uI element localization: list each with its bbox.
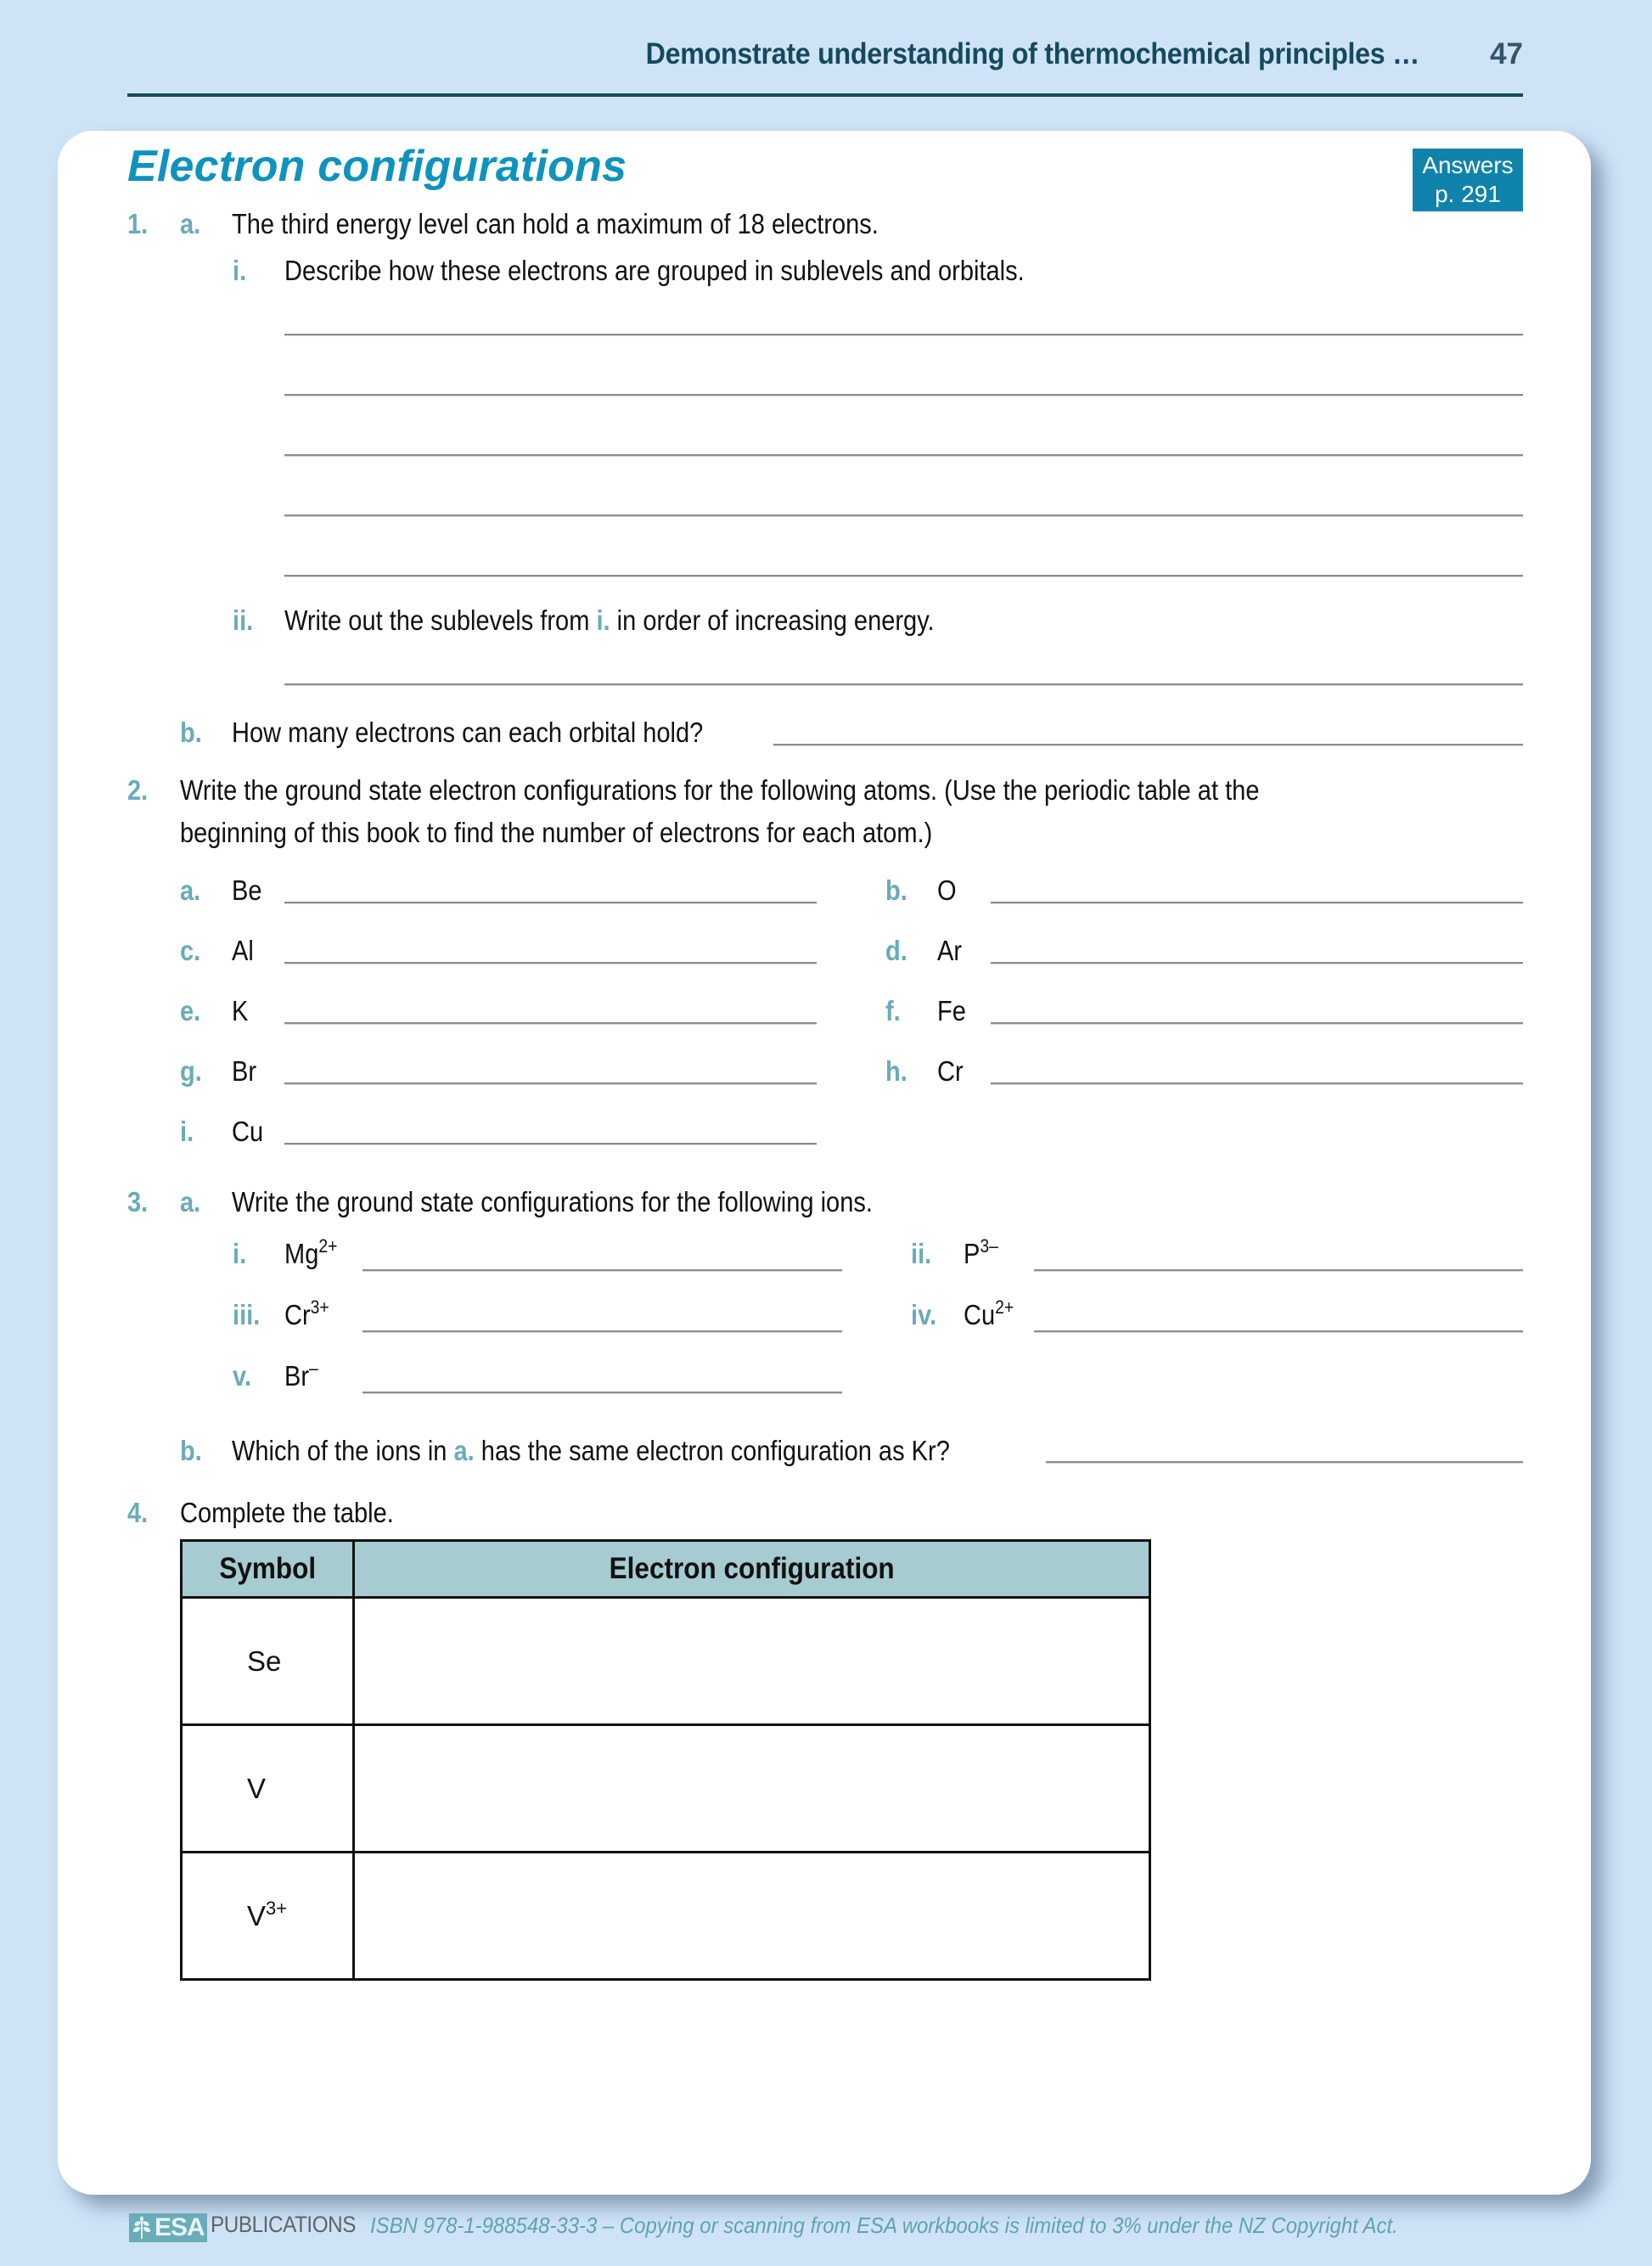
table-header-configuration	[354, 1541, 1150, 1598]
section-title: Electron configurations	[127, 142, 627, 191]
q2-item-label: h.	[885, 1055, 907, 1087]
q3a-ion	[284, 1360, 318, 1392]
q2-item-symbol: Fe	[937, 995, 966, 1026]
table-header-row	[182, 1541, 1150, 1598]
ion-charge: 2+	[995, 1296, 1014, 1318]
q2-answer-line[interactable]	[284, 1022, 817, 1025]
table-body	[182, 1598, 1150, 1980]
ion-symbol: Br	[284, 1360, 310, 1392]
q1a-label: a.	[180, 208, 201, 239]
configuration-answer-cell[interactable]	[354, 1725, 1150, 1853]
q2-item-symbol: Cr	[937, 1055, 964, 1087]
electron-configuration-table	[180, 1539, 1151, 1981]
q3a-ion	[284, 1235, 338, 1270]
symbol-cell	[182, 1598, 354, 1725]
esa-logo	[129, 2213, 207, 2242]
q1aii-label: ii.	[233, 604, 254, 636]
q2-item-label: e.	[180, 995, 201, 1026]
q3b-label: b.	[180, 1435, 202, 1466]
q4-text: Complete the table.	[180, 1497, 394, 1528]
q2-item-label: f.	[885, 995, 901, 1026]
q2-answer-line[interactable]	[991, 902, 1523, 904]
q2-answer-line[interactable]	[991, 1082, 1523, 1085]
q2-item-symbol: Br	[232, 1055, 257, 1087]
ion-charge: 2+	[318, 1235, 338, 1257]
symbol-charge: 3+	[266, 1897, 288, 1919]
q3a-answer-line[interactable]	[362, 1269, 842, 1272]
header-configuration-text: Electron configuration	[609, 1552, 895, 1585]
q3a-ion	[964, 1235, 998, 1270]
q3a-text: Write the ground state configurations for the following ions.	[232, 1186, 873, 1217]
question-1-number: 1.	[127, 208, 149, 239]
symbol-cell	[182, 1853, 354, 1980]
q2-item-label: i.	[180, 1116, 194, 1147]
answers-page: p. 291	[1435, 181, 1501, 207]
q3a-item-label: v.	[233, 1360, 252, 1392]
q1aii-text-after: in order of increasing energy.	[610, 604, 935, 636]
answer-line-q1b[interactable]	[773, 744, 1523, 746]
q3a-ion	[284, 1296, 329, 1331]
q1aii-text-before: Write out the sublevels from	[284, 604, 597, 636]
answers-reference-badge[interactable]	[1413, 149, 1523, 211]
q2-item-symbol: Cu	[232, 1116, 264, 1147]
answer-line-q1ai-2[interactable]	[284, 394, 1523, 396]
q3a-answer-line[interactable]	[362, 1392, 842, 1394]
q2-item-symbol: Ar	[937, 935, 963, 966]
table-header-symbol	[182, 1541, 354, 1598]
q3a-label: a.	[180, 1186, 201, 1217]
q2-item-symbol: Al	[232, 935, 254, 966]
q3b-ref: a.	[453, 1435, 475, 1466]
q2-item-label: a.	[180, 874, 201, 906]
q3a-item-label: ii.	[911, 1238, 932, 1269]
q2-text-line2: beginning of this book to find the number of electrons for each atom.)	[180, 817, 933, 848]
q2-answer-line[interactable]	[284, 1143, 817, 1145]
q2-item-symbol: K	[232, 995, 249, 1026]
q2-item-symbol: O	[937, 874, 957, 906]
ion-symbol: Cr	[284, 1299, 311, 1330]
answer-line-q1ai-1[interactable]	[284, 334, 1523, 336]
symbol-cell	[182, 1725, 354, 1853]
running-header-title: Demonstrate understanding of thermochemical principles …	[645, 37, 1419, 70]
q3a-item-label: i.	[233, 1238, 247, 1269]
q1aii-ref: i.	[596, 604, 610, 636]
q3a-answer-line[interactable]	[362, 1330, 842, 1333]
table-row	[182, 1598, 1150, 1725]
configuration-answer-cell[interactable]	[354, 1853, 1150, 1980]
q1ai-label: i.	[233, 255, 247, 286]
q1ai-text: Describe how these electrons are grouped in sublevels and orbitals.	[284, 255, 1025, 286]
symbol-text: Se	[247, 1645, 282, 1677]
table-row	[182, 1725, 1150, 1853]
q2-item-symbol: Be	[232, 874, 262, 906]
q1b-label: b.	[180, 717, 202, 748]
q3a-answer-line[interactable]	[1034, 1330, 1523, 1333]
answer-line-q3b[interactable]	[1046, 1461, 1523, 1464]
symbol-text: V	[247, 1772, 267, 1804]
question-2-number: 2.	[127, 774, 149, 806]
q2-item-label: c.	[180, 935, 201, 966]
answer-line-q1ai-3[interactable]	[284, 454, 1523, 457]
ion-charge: –	[309, 1358, 318, 1379]
q3a-answer-line[interactable]	[1034, 1269, 1523, 1272]
page-number: 47	[1490, 37, 1523, 70]
symbol-text: V	[247, 1899, 267, 1931]
q1a-text: The third energy level can hold a maximum of 18 electrons.	[232, 208, 879, 239]
q3a-ion	[964, 1296, 1014, 1331]
q1b-text: How many electrons can each orbital hold?	[232, 717, 704, 748]
header-symbol-text: Symbol	[219, 1552, 316, 1585]
q2-item-label: b.	[885, 874, 907, 906]
header-rule	[127, 93, 1523, 97]
ion-symbol: Mg	[284, 1238, 319, 1269]
q3b-text-after: has the same electron configuration as Kr?	[474, 1435, 950, 1466]
q2-item-label: g.	[180, 1055, 202, 1087]
table-row	[182, 1853, 1150, 1980]
leaf-logo-icon	[132, 2216, 151, 2240]
q2-answer-line[interactable]	[284, 962, 817, 964]
q2-answer-line[interactable]	[991, 962, 1523, 964]
answers-label: Answers	[1422, 152, 1514, 178]
ion-symbol: Cu	[964, 1299, 996, 1330]
ion-charge: 3+	[310, 1296, 329, 1318]
q3a-item-label: iv.	[911, 1299, 937, 1330]
esa-logo-text: ESA	[155, 2213, 205, 2241]
answer-line-q1ai-5[interactable]	[284, 575, 1523, 577]
q1aii-text	[284, 604, 935, 637]
q2-answer-line[interactable]	[284, 902, 817, 904]
q2-answer-line[interactable]	[991, 1022, 1523, 1025]
ion-symbol: P	[964, 1238, 981, 1269]
configuration-answer-cell[interactable]	[354, 1598, 1150, 1725]
publisher-name: PUBLICATIONS	[211, 2212, 357, 2237]
answer-line-q1ai-4[interactable]	[284, 514, 1523, 517]
q3a-item-label: iii.	[233, 1299, 261, 1330]
q2-item-label: d.	[885, 935, 907, 966]
question-4-number: 4.	[127, 1497, 149, 1528]
q2-text-line1: Write the ground state electron configurations for the following atoms. (Use the periodic table at the	[180, 774, 1260, 806]
q3b-text	[232, 1435, 950, 1467]
question-3-number: 3.	[127, 1186, 149, 1217]
ion-charge: 3–	[980, 1235, 998, 1257]
q2-answer-line[interactable]	[284, 1082, 817, 1085]
copyright-notice: ISBN 978-1-988548-33-3 – Copying or scanning from ESA workbooks is limited to 3% under the NZ Copyright Act.	[370, 2213, 1398, 2238]
q3b-text-before: Which of the ions in	[232, 1435, 454, 1466]
answer-line-q1aii[interactable]	[284, 683, 1523, 686]
